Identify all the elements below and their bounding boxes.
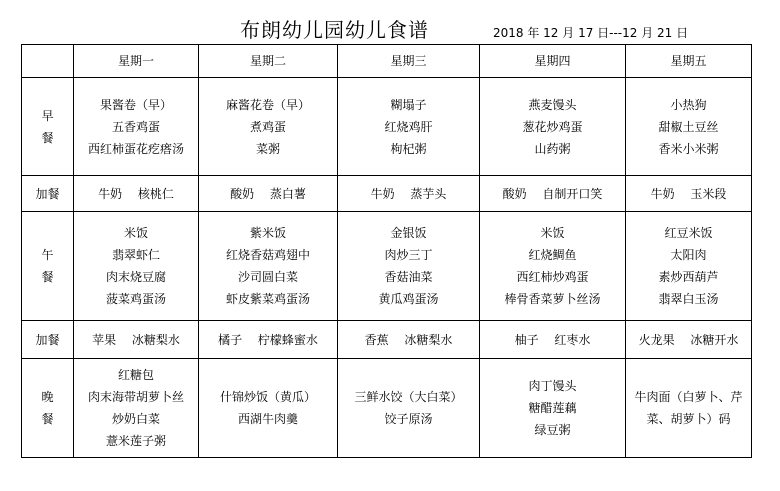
breakfast-fri	[626, 78, 752, 176]
dish-item: 棒骨香菜萝卜丝汤	[504, 292, 601, 306]
dish-item: 葱花炒鸡蛋	[522, 119, 583, 134]
dish-item: 糊塌子	[390, 97, 427, 112]
dish-item: 三鲜水饺（大白菜）	[354, 390, 463, 404]
dinner-fri	[626, 359, 752, 458]
breakfast-wed	[338, 78, 480, 176]
label-char: 餐	[41, 130, 54, 145]
dish-item: 太阳肉	[670, 248, 707, 262]
dinner-row	[22, 359, 752, 458]
dinner-tue	[199, 359, 338, 458]
dish-item: 山药粥	[534, 141, 571, 156]
label-char: 午	[41, 248, 54, 262]
page-title: 布朗幼儿园幼儿食谱	[240, 18, 429, 42]
breakfast-mon	[74, 78, 199, 176]
header-row	[22, 45, 752, 78]
lunch-wed	[338, 212, 480, 321]
dish-item: 果酱卷（早）	[99, 97, 172, 112]
day-header-mon: 星期一	[74, 45, 199, 78]
snack1-thu	[480, 176, 626, 212]
dish-item: 枸杞粥	[390, 141, 427, 156]
dish-item: 米饭	[540, 226, 565, 240]
snack2-fri	[626, 321, 752, 359]
dish-item: 红烧鲷鱼	[528, 248, 577, 262]
dinner-mon	[74, 359, 199, 458]
lunch-mon	[74, 212, 199, 321]
dish-item: 薏米莲子粥	[105, 434, 166, 448]
dish-item: 虾皮紫菜鸡蛋汤	[225, 292, 310, 306]
dish-item: 五香鸡蛋	[111, 119, 160, 134]
dish-item: 黄瓜鸡蛋汤	[378, 292, 439, 306]
dish-item: 炒奶白菜	[111, 412, 160, 426]
dish-item: 香蕉 冰糖梨水	[364, 332, 453, 347]
dish-item: 香菇油菜	[384, 270, 433, 284]
snack1-wed	[338, 176, 480, 212]
breakfast-thu	[480, 78, 626, 176]
snack2-thu	[480, 321, 626, 359]
dish-item: 绿豆粥	[534, 423, 571, 437]
dish-item: 菠菜鸡蛋汤	[105, 292, 166, 306]
dish-item: 牛肉面（白萝卜、芹菜、胡萝卜）码	[634, 390, 743, 426]
lunch-row	[22, 212, 752, 321]
snack1-tue	[199, 176, 338, 212]
snack2-wed	[338, 321, 480, 359]
dinner-thu	[480, 359, 626, 458]
dish-item: 什锦炒饭（黄瓜）	[219, 390, 316, 404]
snack1-label: 加餐	[22, 176, 74, 212]
breakfast-row	[22, 78, 752, 176]
dish-item: 煮鸡蛋	[249, 119, 286, 134]
dish-item: 甜椒土豆丝	[658, 119, 719, 134]
dish-item: 肉末烧豆腐	[105, 270, 166, 284]
dish-item: 苹果 冰糖梨水	[92, 332, 180, 347]
day-header-fri: 星期五	[626, 45, 752, 78]
dish-item: 饺子原汤	[384, 412, 433, 426]
dish-item: 翡翠虾仁	[111, 248, 160, 262]
dish-item: 金银饭	[390, 226, 427, 240]
lunch-thu	[480, 212, 626, 321]
dish-item: 香米小米粥	[658, 141, 719, 156]
dish-item: 火龙果 冰糖开水	[638, 332, 739, 347]
dish-item: 牛奶 蒸芋头	[370, 186, 447, 201]
dinner-wed	[338, 359, 480, 458]
dish-item: 肉丁馒头	[528, 379, 577, 393]
snack2-tue	[199, 321, 338, 359]
day-header-wed: 星期三	[338, 45, 480, 78]
lunch-tue	[199, 212, 338, 321]
dish-item: 橘子 柠檬蜂蜜水	[218, 332, 318, 347]
snack2-mon	[74, 321, 199, 359]
snack1-fri	[626, 176, 752, 212]
dish-item: 翡翠白玉汤	[658, 292, 719, 306]
dish-item: 红糖包	[117, 368, 154, 382]
dish-item: 酸奶 自制开口笑	[502, 186, 603, 201]
dish-item: 西湖牛肉羹	[237, 412, 298, 426]
dish-item: 米饭	[123, 226, 148, 240]
dish-item: 西红柿蛋花疙瘩汤	[87, 141, 184, 156]
dish-item: 燕麦馒头	[528, 97, 577, 112]
dish-item: 菜粥	[255, 141, 280, 156]
dinner-label	[22, 359, 74, 458]
dish-item: 红豆米饭	[664, 226, 713, 240]
dish-item: 素炒西葫芦	[658, 270, 719, 284]
dish-item: 牛奶 核桃仁	[98, 186, 174, 201]
dish-item: 红烧香菇鸡翅中	[225, 248, 310, 262]
day-header-thu: 星期四	[480, 45, 626, 78]
date-range: 2018 年 12 月 17 日---12 月 21 日	[493, 26, 689, 40]
snack2-row	[22, 321, 752, 359]
dish-item: 麻酱花卷（早）	[225, 97, 310, 112]
dish-item: 红烧鸡肝	[384, 119, 433, 134]
dish-item: 糖醋莲藕	[528, 401, 577, 415]
dish-item: 沙司圆白菜	[237, 270, 298, 284]
snack1-row	[22, 176, 752, 212]
breakfast-tue	[199, 78, 338, 176]
lunch-fri	[626, 212, 752, 321]
label-char: 餐	[41, 412, 54, 426]
label-char: 餐	[41, 270, 54, 284]
breakfast-label	[22, 78, 74, 176]
dish-item: 紫米饭	[249, 226, 286, 240]
dish-item: 肉炒三丁	[384, 248, 433, 262]
label-char: 晚	[41, 390, 54, 404]
dish-item: 小热狗	[670, 97, 707, 112]
lunch-label	[22, 212, 74, 321]
dish-item: 肉末海带胡萝卜丝	[87, 390, 184, 404]
dish-item: 柚子 红枣水	[514, 332, 591, 347]
dish-item: 牛奶 玉米段	[650, 186, 727, 201]
corner-cell	[22, 45, 74, 78]
snack2-label: 加餐	[22, 321, 74, 359]
day-header-tue: 星期二	[199, 45, 338, 78]
dish-item: 酸奶 蒸白薯	[230, 186, 306, 201]
menu-table	[21, 44, 752, 458]
label-char: 早	[41, 108, 54, 123]
snack1-mon	[74, 176, 199, 212]
dish-item: 西红柿炒鸡蛋	[516, 270, 589, 284]
